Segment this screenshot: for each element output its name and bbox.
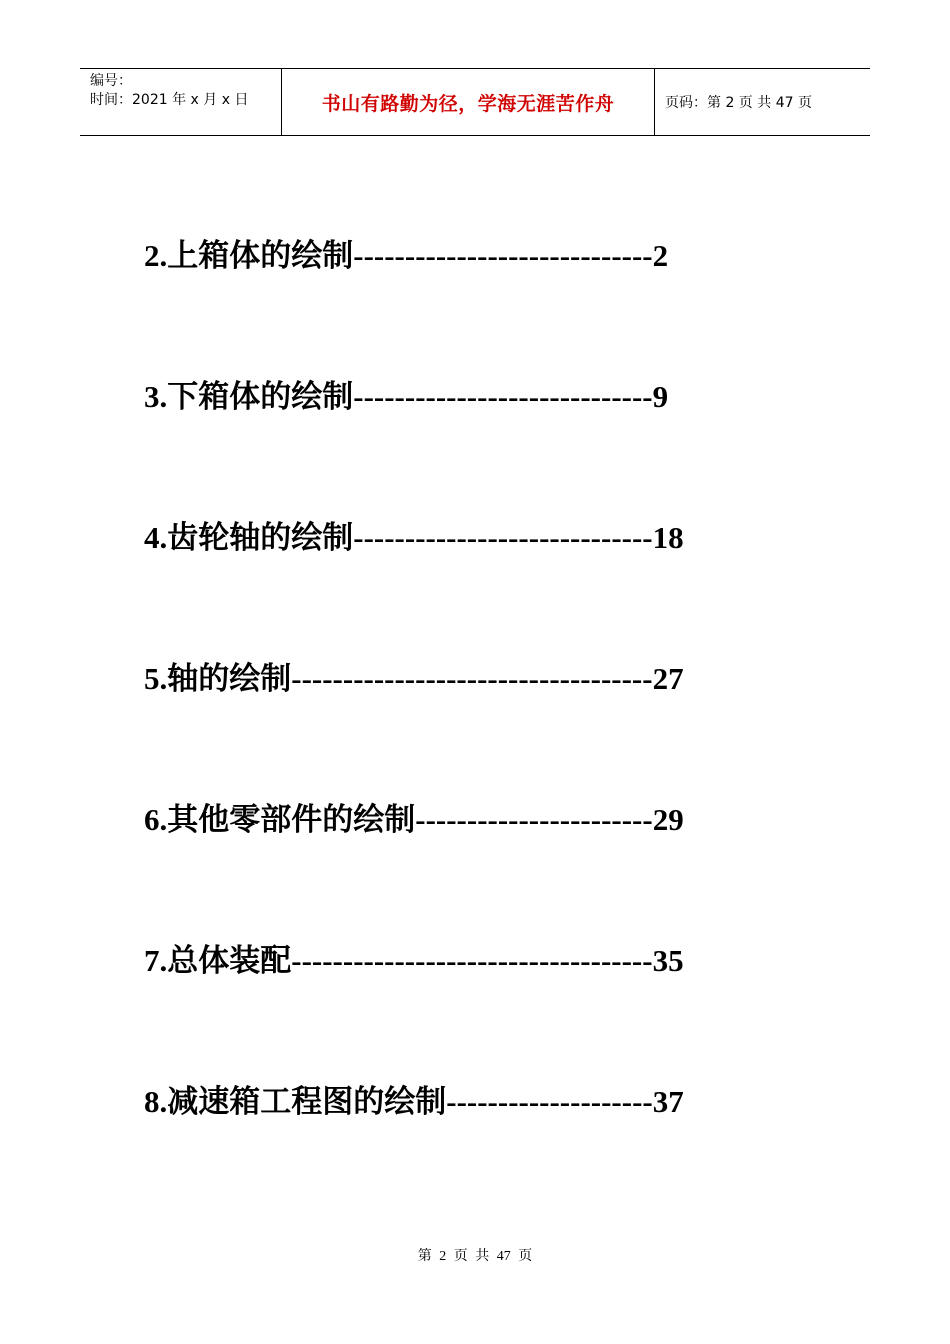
- toc-entry-page: 27: [652, 661, 684, 696]
- header-meta-cell: [80, 69, 282, 135]
- toc-entry[interactable]: [144, 800, 684, 840]
- page-footer: [0, 1245, 950, 1265]
- toc-entry-title: 5.轴的绘制: [144, 661, 292, 696]
- toc-entry[interactable]: [144, 1082, 684, 1122]
- toc-entry-leader: -----------------------: [415, 802, 653, 837]
- toc-entry-leader: --------------------: [446, 1084, 653, 1119]
- header-motto: 书山有路勤为径，学海无涯苦作舟: [321, 92, 615, 115]
- document-number-label: 编号：: [90, 73, 132, 89]
- toc-entry-title: 3.下箱体的绘制: [144, 379, 354, 414]
- toc-entry[interactable]: [144, 941, 684, 981]
- document-time-label: 时间：2021 年 x 月 x 日: [90, 92, 249, 108]
- toc-entry[interactable]: [144, 377, 668, 417]
- page-header: [80, 68, 870, 136]
- toc-entry-leader: -----------------------------: [353, 238, 653, 273]
- header-page-label: 页码：第 2 页 共 47 页: [665, 95, 812, 111]
- toc-entry-page: 37: [652, 1084, 684, 1119]
- toc-entry-page: 9: [652, 379, 669, 414]
- toc-entry-page: 35: [652, 943, 684, 978]
- toc-entry-title: 8.减速箱工程图的绘制: [144, 1084, 447, 1119]
- toc-entry-title: 7.总体装配: [144, 943, 292, 978]
- header-motto-cell: [282, 69, 655, 135]
- toc-entry[interactable]: [144, 659, 684, 699]
- toc-entry-title: 6.其他零部件的绘制: [144, 802, 416, 837]
- toc-entry-leader: -----------------------------: [353, 520, 653, 555]
- toc-entry[interactable]: [144, 236, 668, 276]
- toc-entry-page: 29: [652, 802, 684, 837]
- toc-entry-title: 4.齿轮轴的绘制: [144, 520, 354, 555]
- toc-entry-leader: -----------------------------: [353, 379, 653, 414]
- toc-entry-page: 2: [652, 238, 669, 273]
- toc-entry-title: 2.上箱体的绘制: [144, 238, 354, 273]
- toc-entry[interactable]: [144, 518, 684, 558]
- toc-entry-leader: -----------------------------------: [291, 943, 653, 978]
- footer-page-number: 第 2 页 共 47 页: [417, 1249, 533, 1264]
- toc-entry-leader: -----------------------------------: [291, 661, 653, 696]
- toc-entry-page: 18: [652, 520, 684, 555]
- header-page-cell: [655, 69, 870, 135]
